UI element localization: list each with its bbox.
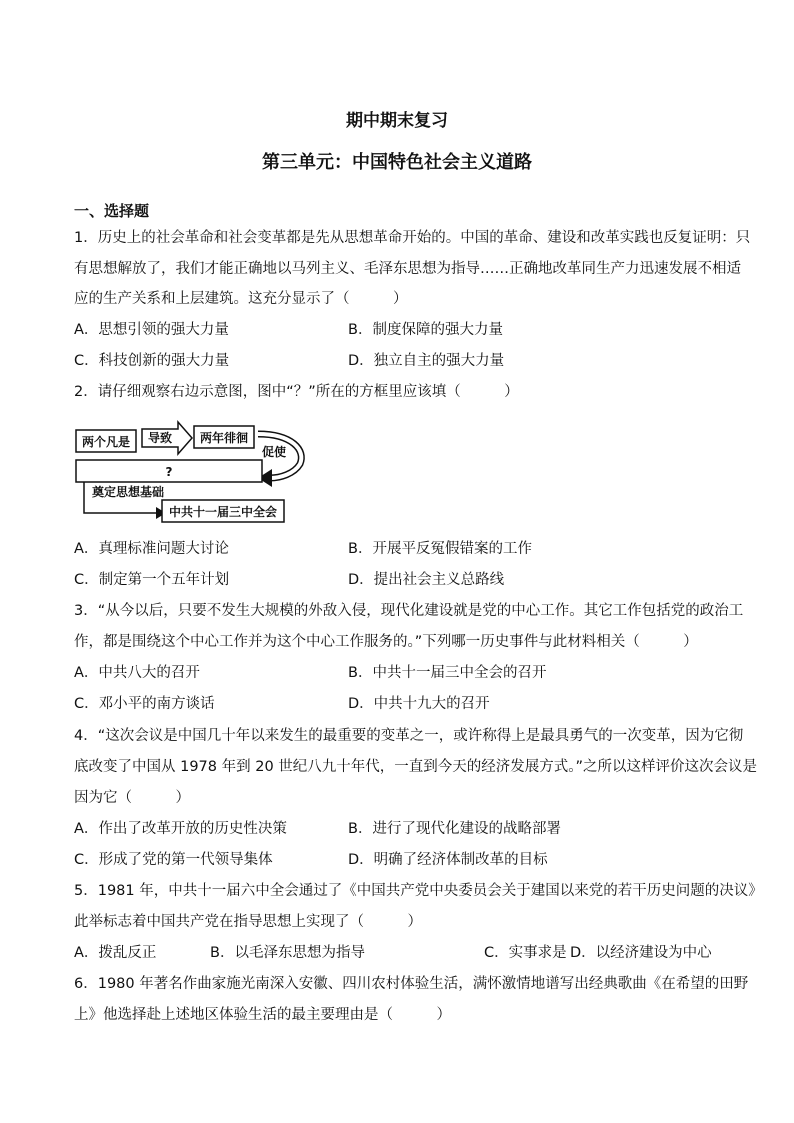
question-1-line-2: 有思想解放了，我们才能正确地以马列主义、毛泽东思想为指导……正确地改革同生产力迅速发展不相适 (74, 261, 741, 277)
question-3-line-2: 作，都是围绕这个中心工作并为这个中心工作服务的。”下列哪一历史事件与此材料相关（ ） (74, 634, 698, 650)
question-3-line-1: 3．“从今以后，只要不发生大规模的外敌入侵，现代化建设就是党的中心工作。其它工作包括党的政治工 (74, 603, 744, 619)
question-2-option-a: A．真理标准问题大讨论 (74, 541, 229, 557)
diagram-box-question-label: ? (165, 465, 173, 479)
question-1-line-3: 应的生产关系和上层建筑。这充分显示了（ ） (74, 291, 408, 307)
question-5-option-c: C．实事求是 (484, 945, 567, 961)
question-6-line-2: 上》他选择赴上述地区体验生活的最主要理由是（ ） (74, 1007, 451, 1023)
page-title: 期中期末复习 (346, 111, 448, 131)
question-2-option-b: B．开展平反冤假错案的工作 (348, 541, 532, 557)
question-4-line-3: 因为它（ ） (74, 790, 190, 806)
question-5-line-2: 此举标志着中国共产党在指导思想上实现了（ ） (74, 914, 422, 930)
question-3-option-b: B．中共十一届三中全会的召开 (348, 665, 547, 681)
question-3-option-c: C．邓小平的南方谈话 (74, 696, 215, 712)
question-3-option-a: A．中共八大的召开 (74, 665, 200, 681)
question-4-option-a: A．作出了改革开放的历史性决策 (74, 821, 287, 837)
question-1-line-1: 1．历史上的社会革命和社会变革都是先从思想革命开始的。中国的革命、建设和改革实践也反复证明：只 (74, 230, 751, 246)
question-2-line-1: 2．请仔细观察右边示意图，图中“？”所在的方框里应该填（ ） (74, 384, 519, 400)
diagram-box-2-label: 两年徘徊 (199, 431, 249, 445)
question-5-option-d: D．以经济建设为中心 (570, 945, 712, 961)
question-1-option-d: D．独立自主的强大力量 (348, 353, 505, 369)
diagram-arrow-2-label: 促使 (262, 445, 287, 459)
question-4-option-c: C．形成了党的第一代领导集体 (74, 852, 273, 868)
question-5-option-a: A．拨乱反正 (74, 945, 157, 961)
question-2-diagram (74, 416, 310, 528)
diagram-arrow-3-label: 奠定思想基础 (92, 485, 165, 499)
question-4-line-1: 4．“这次会议是中国几十年以来发生的最重要的变革之一，或许称得上是最具勇气的一次变革，因为它彻 (74, 728, 744, 744)
question-2-option-c: C．制定第一个五年计划 (74, 572, 230, 588)
question-6-line-1: 6．1980 年著名作曲家施光南深入安徽、四川农村体验生活，满怀激情地谱写出经典歌曲《在希望的田野 (74, 976, 749, 992)
question-1-option-a: A．思想引领的强大力量 (74, 322, 229, 338)
question-4-option-d: D．明确了经济体制改革的目标 (348, 852, 548, 868)
diagram-box-1-label: 两个凡是 (81, 435, 131, 449)
question-1-option-b: B．制度保障的强大力量 (348, 322, 503, 338)
question-5-line-1: 5．1981 年，中共十一届六中全会通过了《中国共产党中央委员会关于建国以来党的若干历史问题的决议》 (74, 883, 763, 899)
page-subtitle: 第三单元：中国特色社会主义道路 (262, 152, 532, 173)
diagram-box-4-label: 中共十一届三中全会 (168, 505, 278, 519)
question-4-line-2: 底改变了中国从 1978 年到 20 世纪八九十年代，一直到今天的经济发展方式。”之所以这样评价这次会议是 (74, 759, 758, 775)
question-3-option-d: D．中共十九大的召开 (348, 696, 490, 712)
diagram-arrow-1-label: 导致 (147, 431, 173, 445)
section-heading: 一、选择题 (74, 202, 150, 220)
question-1-option-c: C．科技创新的强大力量 (74, 353, 230, 369)
question-5-option-b: B．以毛泽东思想为指导 (210, 945, 365, 961)
question-2-option-d: D．提出社会主义总路线 (348, 572, 505, 588)
question-4-option-b: B．进行了现代化建设的战略部署 (348, 821, 561, 837)
